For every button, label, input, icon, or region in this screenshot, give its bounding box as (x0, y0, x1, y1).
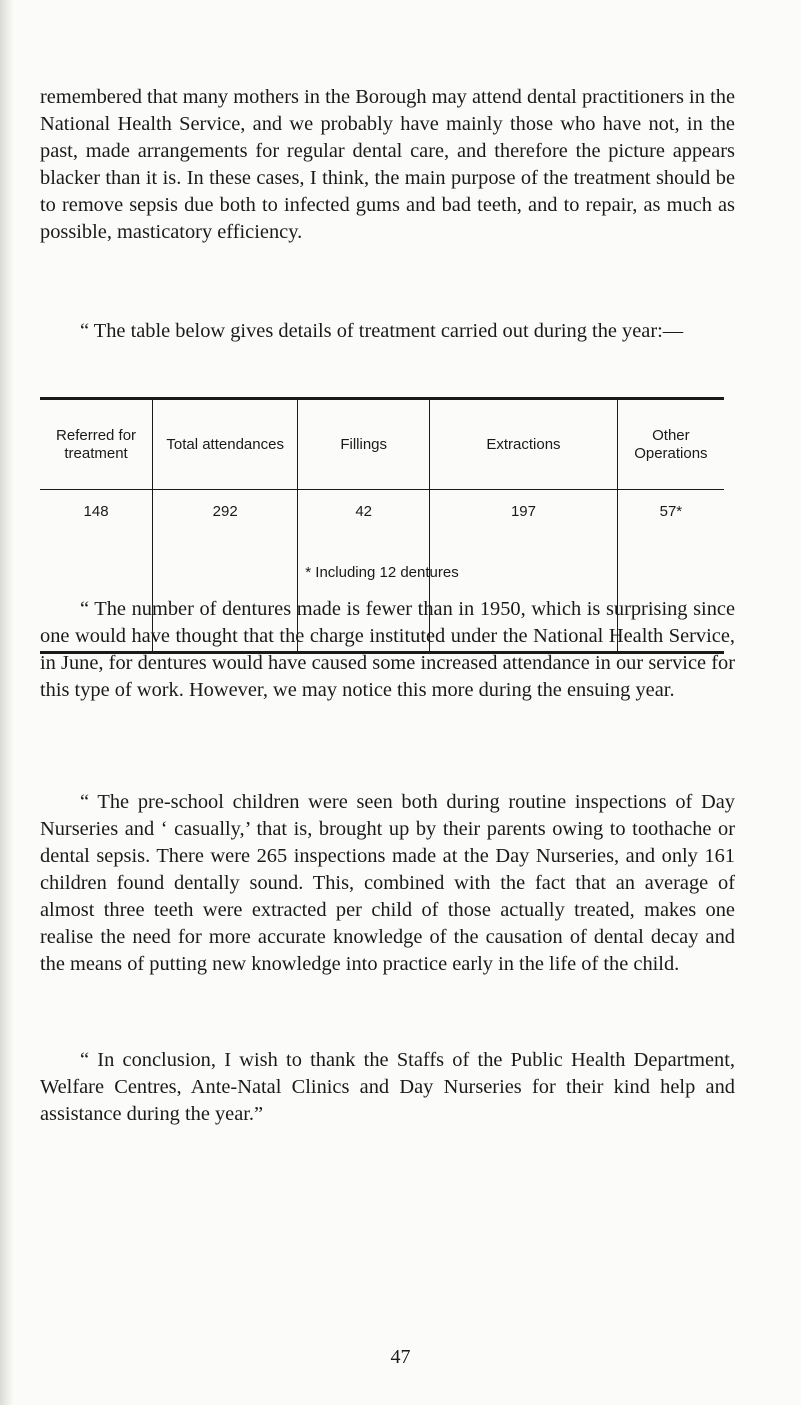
cell-total-attendances: 292 (153, 490, 298, 653)
page-number: 47 (390, 1346, 411, 1368)
paragraph-dental-practitioners: remembered that many mothers in the Borough may attend dental practitioners in the National Health Service, and we probably have mainly those who have not, in the past, made arrangements for regular dental care, and therefore the picture appears blacker than it is. In these cases, I think, the main purpose of the treatment should be to remove sepsis due both to infected gums and bad teeth, and to repair, as much as possible, masticatory efficiency. (40, 86, 735, 243)
header-other-operations: Other Operations (617, 399, 724, 490)
paragraph-dentures: “ The number of dentures made is fewer than in 1950, which is surprising since one would have thought that the charge instituted under the National Health Service, in June, for dentures would have caused some increased attendance in our service for this type of work. However, we may notice this more during the ensuing year. (40, 598, 735, 701)
cell-other-operations: 57* (617, 490, 724, 653)
header-total-attendances: Total attendances (153, 399, 298, 490)
paragraph-conclusion: “ In conclusion, I wish to thank the Staffs of the Public Health Department, Welfare Centres, Ante-Natal Clinics and Day Nurseries for their kind help and assistance during the year.” (40, 1049, 735, 1125)
paragraph-table-intro: “ The table below gives details of treatment carried out during the year:— (80, 320, 684, 342)
cell-extractions: 197 (430, 490, 618, 653)
table-footnote: * Including 12 dentures (305, 564, 459, 581)
header-extractions: Extractions (430, 399, 618, 490)
paragraph-pre-school-children: “ The pre-school children were seen both during routine inspections of Day Nurseries and ‘ casually,’ that is, brought up by their parents owing to toothache or dental sepsis. There were 265 inspections made at the Day Nurseries, and only 161 children found dentally sound. This, combined with the fact that an average of almost three teeth were extracted per child of those actually treated, makes one realise the need for more accurate knowledge of the causation of dental decay and the means of putting new knowledge into practice early in the life of the child. (40, 791, 735, 975)
table-header-row (40, 399, 724, 490)
page-edge-shadow (0, 0, 14, 1405)
header-fillings: Fillings (298, 399, 430, 490)
cell-referred-for-treatment: 148 (83, 503, 109, 520)
header-referred-for-treatment: Referred for treatment (56, 426, 137, 462)
cell-fillings: 42 (298, 490, 430, 653)
